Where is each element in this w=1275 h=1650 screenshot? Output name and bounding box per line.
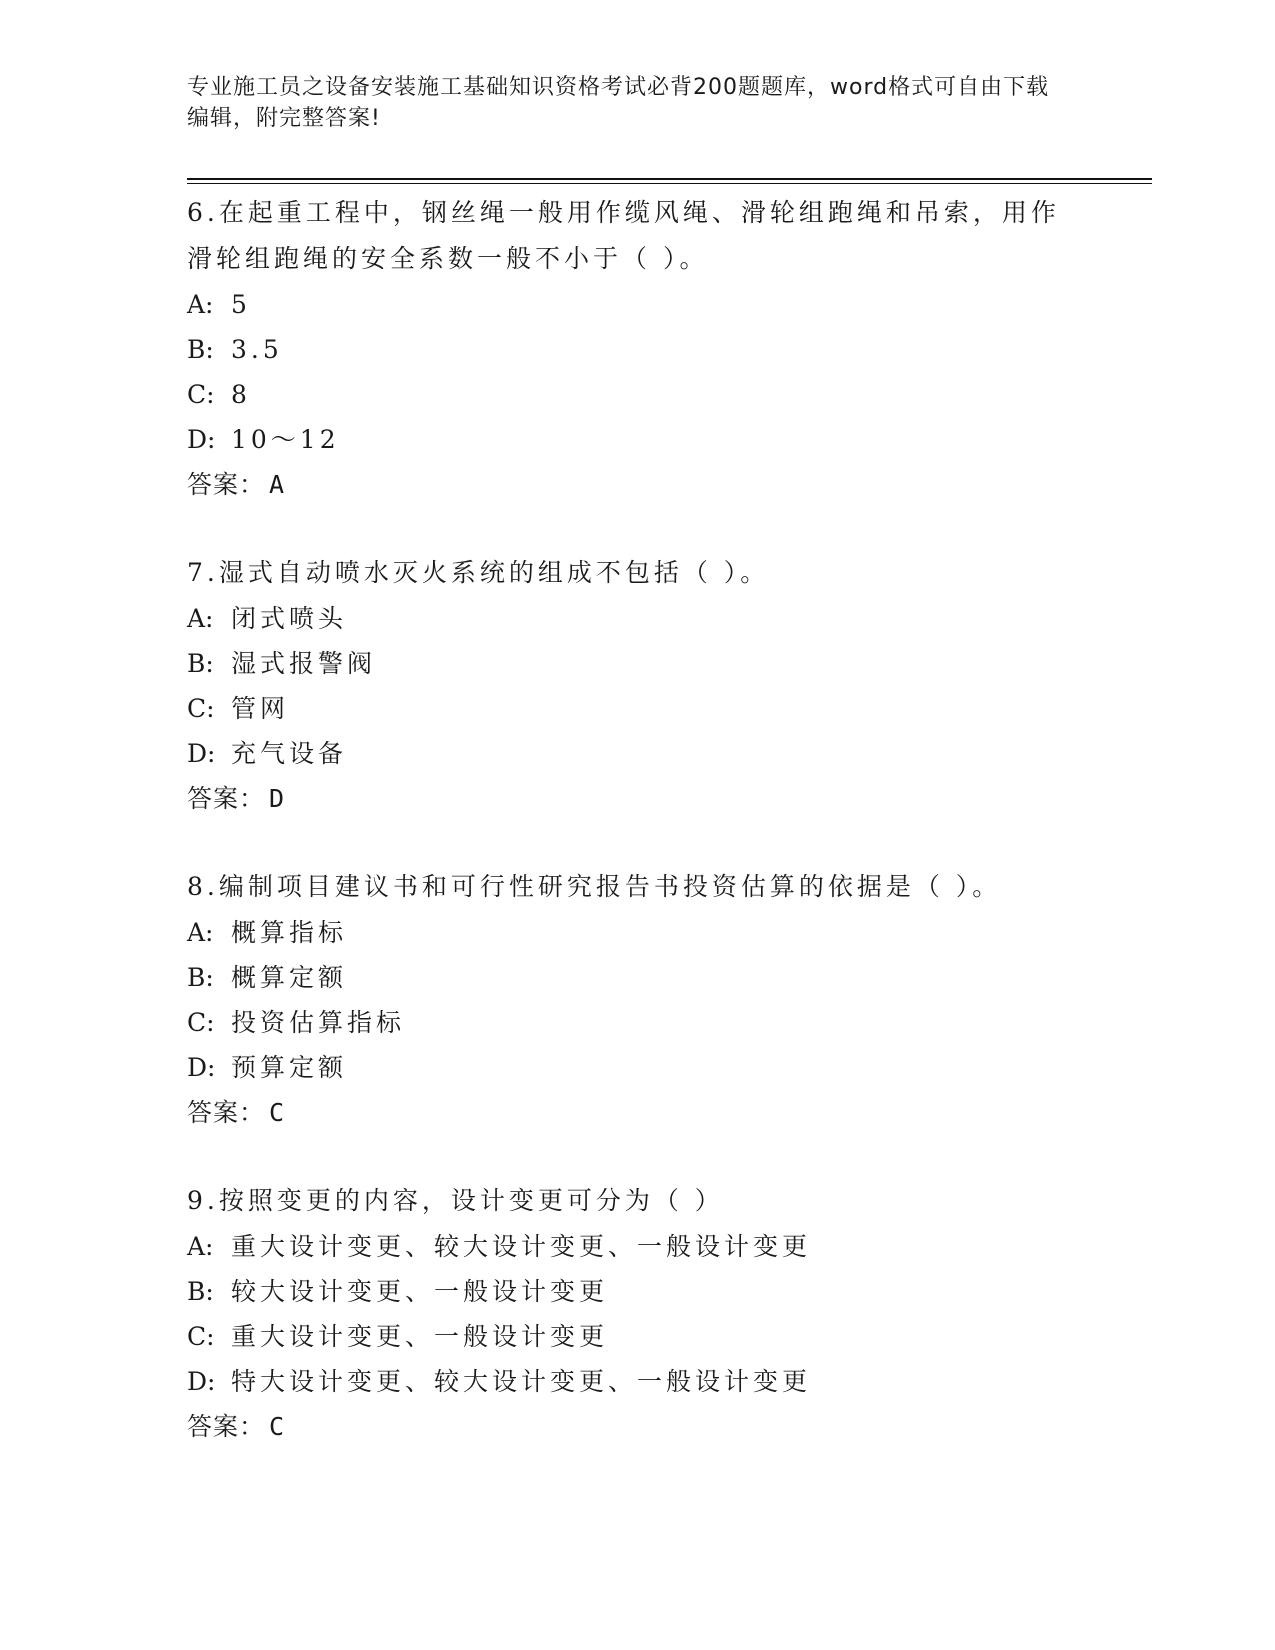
- option-text: 8: [231, 380, 251, 409]
- answer-value: C: [269, 1412, 286, 1441]
- option-c: [187, 686, 1087, 731]
- option-b: [187, 327, 1087, 372]
- option-text: 重大设计变更、较大设计变更、一般设计变更: [231, 1232, 812, 1261]
- option-text: 管网: [231, 694, 290, 723]
- header-divider-thick: [187, 178, 1152, 180]
- question-stem: 8.编制项目建议书和可行性研究报告书投资估算的依据是（ ）。: [187, 872, 1002, 901]
- option-letter: D:: [187, 1367, 216, 1396]
- option-letter: B:: [187, 963, 214, 992]
- option-letter: A:: [187, 918, 214, 947]
- option-a: [187, 282, 1087, 327]
- answer-label: 答案：: [187, 784, 266, 813]
- option-text: 较大设计变更、一般设计变更: [231, 1277, 609, 1306]
- option-text: 闭式喷头: [231, 604, 348, 633]
- option-text: 湿式报警阀: [231, 649, 377, 678]
- option-letter: D:: [187, 1053, 216, 1082]
- option-a: [187, 596, 1087, 641]
- question-stem: 7.湿式自动喷水灭火系统的组成不包括（ ）。: [187, 558, 770, 587]
- option-text: 5: [231, 290, 251, 319]
- option-c: [187, 1314, 1087, 1359]
- option-letter: A:: [187, 604, 214, 633]
- option-text: 概算指标: [231, 918, 348, 947]
- option-b: [187, 1269, 1087, 1314]
- question-9: [187, 1178, 1087, 1450]
- option-a: [187, 1224, 1087, 1269]
- option-letter: B:: [187, 1277, 214, 1306]
- option-letter: C:: [187, 694, 215, 723]
- question-7: [187, 550, 1087, 822]
- option-d: [187, 1045, 1087, 1090]
- option-letter: C:: [187, 1008, 215, 1037]
- question-list: [187, 190, 1087, 1492]
- option-letter: D:: [187, 739, 216, 768]
- question-8: [187, 864, 1087, 1136]
- option-letter: A:: [187, 290, 214, 319]
- option-letter: A:: [187, 1232, 214, 1261]
- option-letter: D:: [187, 425, 216, 454]
- option-text: 3.5: [231, 335, 283, 364]
- answer-line: [187, 776, 1087, 822]
- option-text: 10～12: [231, 425, 340, 454]
- answer-line: [187, 462, 1087, 508]
- answer-value: C: [269, 1098, 286, 1127]
- option-letter: C:: [187, 1322, 215, 1351]
- option-b: [187, 641, 1087, 686]
- answer-line: [187, 1090, 1087, 1136]
- header-divider-thin: [187, 183, 1152, 184]
- option-d: [187, 1359, 1087, 1404]
- option-letter: B:: [187, 649, 214, 678]
- answer-label: 答案：: [187, 1412, 266, 1441]
- answer-label: 答案：: [187, 470, 266, 499]
- option-letter: B:: [187, 335, 214, 364]
- answer-value: A: [269, 470, 286, 499]
- option-text: 充气设备: [231, 739, 348, 768]
- option-d: [187, 417, 1087, 462]
- option-text: 预算定额: [231, 1053, 348, 1082]
- question-stem: 9.按照变更的内容，设计变更可分为（ ）: [187, 1186, 724, 1215]
- answer-line: [187, 1404, 1087, 1450]
- option-text: 投资估算指标: [231, 1008, 406, 1037]
- option-c: [187, 1000, 1087, 1045]
- option-b: [187, 955, 1087, 1000]
- answer-label: 答案：: [187, 1098, 266, 1127]
- option-text: 特大设计变更、较大设计变更、一般设计变更: [231, 1367, 812, 1396]
- option-text: 概算定额: [231, 963, 348, 992]
- option-c: [187, 372, 1087, 417]
- answer-value: D: [269, 784, 286, 813]
- document-header: 专业施工员之设备安装施工基础知识资格考试必背200题题库，word格式可自由下载编辑，附完整答案!: [187, 75, 1050, 131]
- option-d: [187, 731, 1087, 776]
- option-text: 重大设计变更、一般设计变更: [231, 1322, 609, 1351]
- option-a: [187, 910, 1087, 955]
- question-stem: 6.在起重工程中，钢丝绳一般用作缆风绳、滑轮组跑绳和吊索，用作滑轮组跑绳的安全系数一般不小于（ ）。: [187, 198, 1060, 273]
- question-6: [187, 190, 1087, 508]
- option-letter: C:: [187, 380, 215, 409]
